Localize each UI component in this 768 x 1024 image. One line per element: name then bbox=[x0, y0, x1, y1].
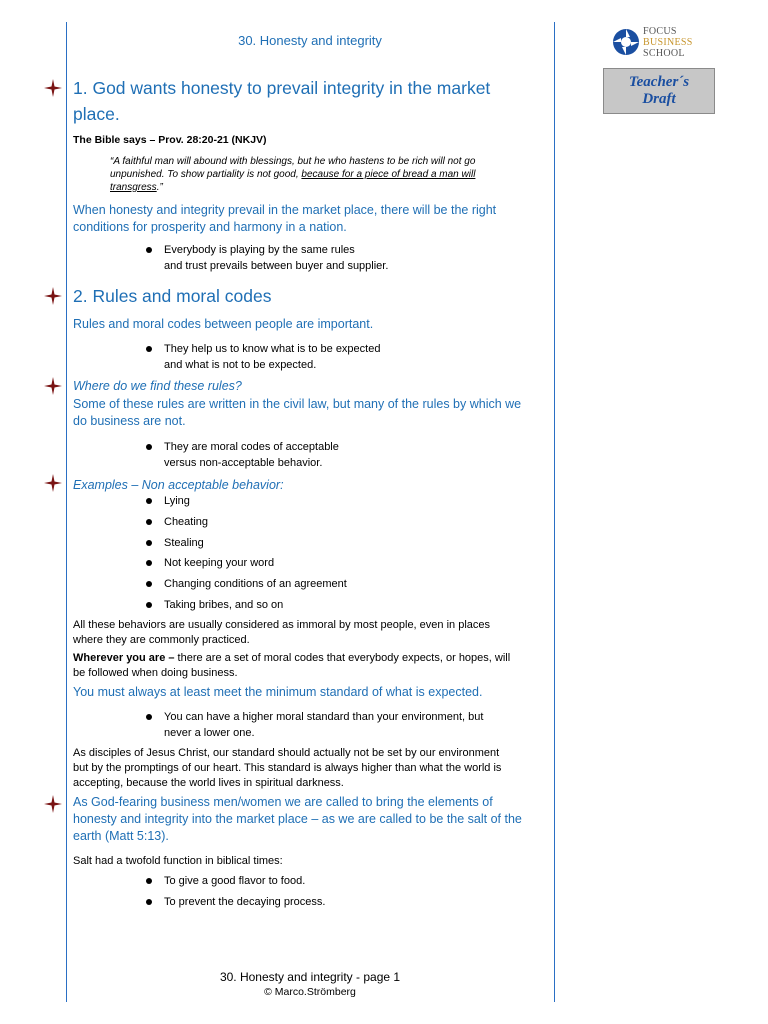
list-item: Not keeping your word bbox=[164, 557, 275, 569]
star-marker-icon bbox=[44, 377, 62, 395]
wherever-line1 bbox=[73, 651, 551, 666]
page-header-title: 30. Honesty and integrity bbox=[238, 33, 382, 48]
immoral-line2: where they are commonly practiced. bbox=[73, 634, 250, 646]
bullet-list bbox=[146, 341, 546, 375]
quote-line3 bbox=[110, 181, 550, 194]
rules-question-heading: Where do we find these rules? bbox=[73, 379, 242, 393]
wherever-paragraph bbox=[73, 651, 551, 681]
section1-heading-line1: 1. God wants honesty to prevail integrity in the market bbox=[73, 78, 491, 98]
bullet-icon bbox=[146, 560, 152, 566]
rules-answer-line2: do business are not. bbox=[73, 414, 186, 428]
twofold-text: Salt had a twofold function in biblical times: bbox=[73, 855, 283, 867]
section2-heading: 2. Rules and moral codes bbox=[73, 286, 272, 306]
examples-list bbox=[146, 493, 546, 619]
bullet-icon bbox=[146, 519, 152, 525]
quote-line3-underlined: transgress bbox=[110, 182, 157, 193]
section1-paragraph bbox=[73, 202, 551, 236]
list-item bbox=[164, 709, 483, 741]
disciples-paragraph bbox=[73, 746, 551, 791]
star-marker-icon bbox=[44, 474, 62, 492]
section2-paragraph: Rules and moral codes between people are important. bbox=[73, 317, 374, 331]
salt-paragraph bbox=[73, 794, 551, 845]
section1-heading-line2: place. bbox=[73, 104, 120, 124]
section1-paragraph-line1: When honesty and integrity prevail in the market place, there will be the right bbox=[73, 203, 497, 217]
bullet-icon bbox=[146, 247, 152, 253]
teachers-draft-badge bbox=[603, 68, 715, 114]
draft-line1: Teacher´s bbox=[628, 74, 690, 90]
star-marker-icon bbox=[44, 79, 62, 97]
disciples-line3: accepting, because the world lives in spiritual darkness. bbox=[73, 777, 344, 789]
draft-line2: Draft bbox=[642, 91, 676, 107]
page-footer bbox=[0, 970, 620, 1000]
bullet-list bbox=[146, 242, 546, 276]
bullet-icon bbox=[146, 714, 152, 720]
quote-line1: “A faithful man will abound with blessings, but he who hastens to be rich will not go bbox=[110, 156, 476, 167]
bible-quote bbox=[110, 155, 550, 194]
immoral-line1: All these behaviors are usually considered as immoral by most people, even in places bbox=[73, 619, 490, 631]
bullet-icon bbox=[146, 581, 152, 587]
star-marker-icon bbox=[44, 795, 62, 813]
quote-line2-a: unpunished. To show partiality is not good, bbox=[110, 169, 302, 180]
salt-functions-list bbox=[146, 873, 546, 913]
bullet-icon bbox=[146, 346, 152, 352]
list-item: Changing conditions of an agreement bbox=[164, 578, 347, 590]
logo-line-business: BUSINESS bbox=[643, 37, 693, 48]
left-margin-line bbox=[66, 22, 67, 1002]
bullet-icon bbox=[146, 540, 152, 546]
bullet-list bbox=[146, 439, 546, 473]
list-item: Lying bbox=[164, 495, 190, 507]
quote-line3-end: .” bbox=[156, 182, 163, 193]
bullet-line2: and trust prevails between buyer and supplier. bbox=[164, 260, 389, 272]
bullet-line1: Everybody is playing by the same rules bbox=[164, 244, 355, 256]
list-item bbox=[164, 341, 380, 373]
logo-text bbox=[643, 26, 693, 59]
footer-copyright: © Marco.Strömberg bbox=[264, 986, 356, 998]
salt-line2: honesty and integrity into the market place – as we are called to be the salt of the bbox=[73, 812, 522, 826]
bullet-icon bbox=[146, 498, 152, 504]
list-item: To prevent the decaying process. bbox=[164, 896, 326, 908]
salt-line3: earth (Matt 5:13). bbox=[73, 829, 169, 843]
rules-answer-line1: Some of these rules are written in the civil law, but many of the rules by which we bbox=[73, 397, 522, 411]
logo-line-school: SCHOOL bbox=[643, 48, 685, 59]
bullet-list bbox=[146, 709, 546, 743]
list-item: Stealing bbox=[164, 537, 204, 549]
bullet-line2: versus non-acceptable behavior. bbox=[164, 457, 323, 469]
disciples-line2: but by the promptings of our heart. This standard is always higher than what the world is bbox=[73, 762, 502, 774]
bullet-line1: They help us to know what is to be expected bbox=[164, 343, 381, 355]
salt-line1: As God-fearing business men/women we are called to bring the elements of bbox=[73, 795, 493, 809]
examples-heading: Examples – Non acceptable behavior: bbox=[73, 478, 284, 492]
bullet-icon bbox=[146, 602, 152, 608]
quote-line2-underlined: because for a piece of bread a man will bbox=[301, 169, 476, 180]
bible-reference: The Bible says – Prov. 28:20-21 (NKJV) bbox=[73, 134, 267, 146]
immoral-paragraph bbox=[73, 618, 551, 648]
bullet-icon bbox=[146, 878, 152, 884]
aperture-logo-icon bbox=[612, 28, 640, 56]
wherever-rest: there are a set of moral codes that everybody expects, or hopes, will bbox=[174, 652, 511, 664]
list-item: Cheating bbox=[164, 516, 209, 528]
logo-line-focus: FOCUS bbox=[643, 26, 677, 37]
list-item bbox=[164, 242, 388, 274]
bullet-line1: They are moral codes of acceptable bbox=[164, 441, 339, 453]
focus-business-school-logo bbox=[612, 26, 712, 62]
bullet-line2: and what is not to be expected. bbox=[164, 359, 317, 371]
right-margin-line bbox=[554, 22, 555, 1002]
list-item: Taking bribes, and so on bbox=[164, 599, 284, 611]
footer-page-number: 30. Honesty and integrity - page 1 bbox=[219, 970, 401, 984]
bullet-icon bbox=[146, 444, 152, 450]
minimum-standard: You must always at least meet the minimum standard of what is expected. bbox=[73, 685, 483, 699]
bullet-line2: never a lower one. bbox=[164, 727, 255, 739]
star-marker-icon bbox=[44, 287, 62, 305]
section1-paragraph-line2: conditions for prosperity and harmony in a nation. bbox=[73, 220, 347, 234]
quote-line2 bbox=[110, 168, 550, 181]
bullet-icon bbox=[146, 899, 152, 905]
list-item: To give a good flavor to food. bbox=[164, 875, 306, 887]
wherever-bold: Wherever you are – bbox=[73, 652, 175, 664]
rules-answer bbox=[73, 396, 551, 430]
disciples-line1: As disciples of Jesus Christ, our standard should actually not be set by our environment bbox=[73, 747, 500, 759]
bullet-line1: You can have a higher moral standard than your environment, but bbox=[164, 711, 484, 723]
wherever-line2: be followed when doing business. bbox=[73, 667, 238, 679]
list-item bbox=[164, 439, 339, 471]
section1-heading bbox=[73, 75, 551, 127]
